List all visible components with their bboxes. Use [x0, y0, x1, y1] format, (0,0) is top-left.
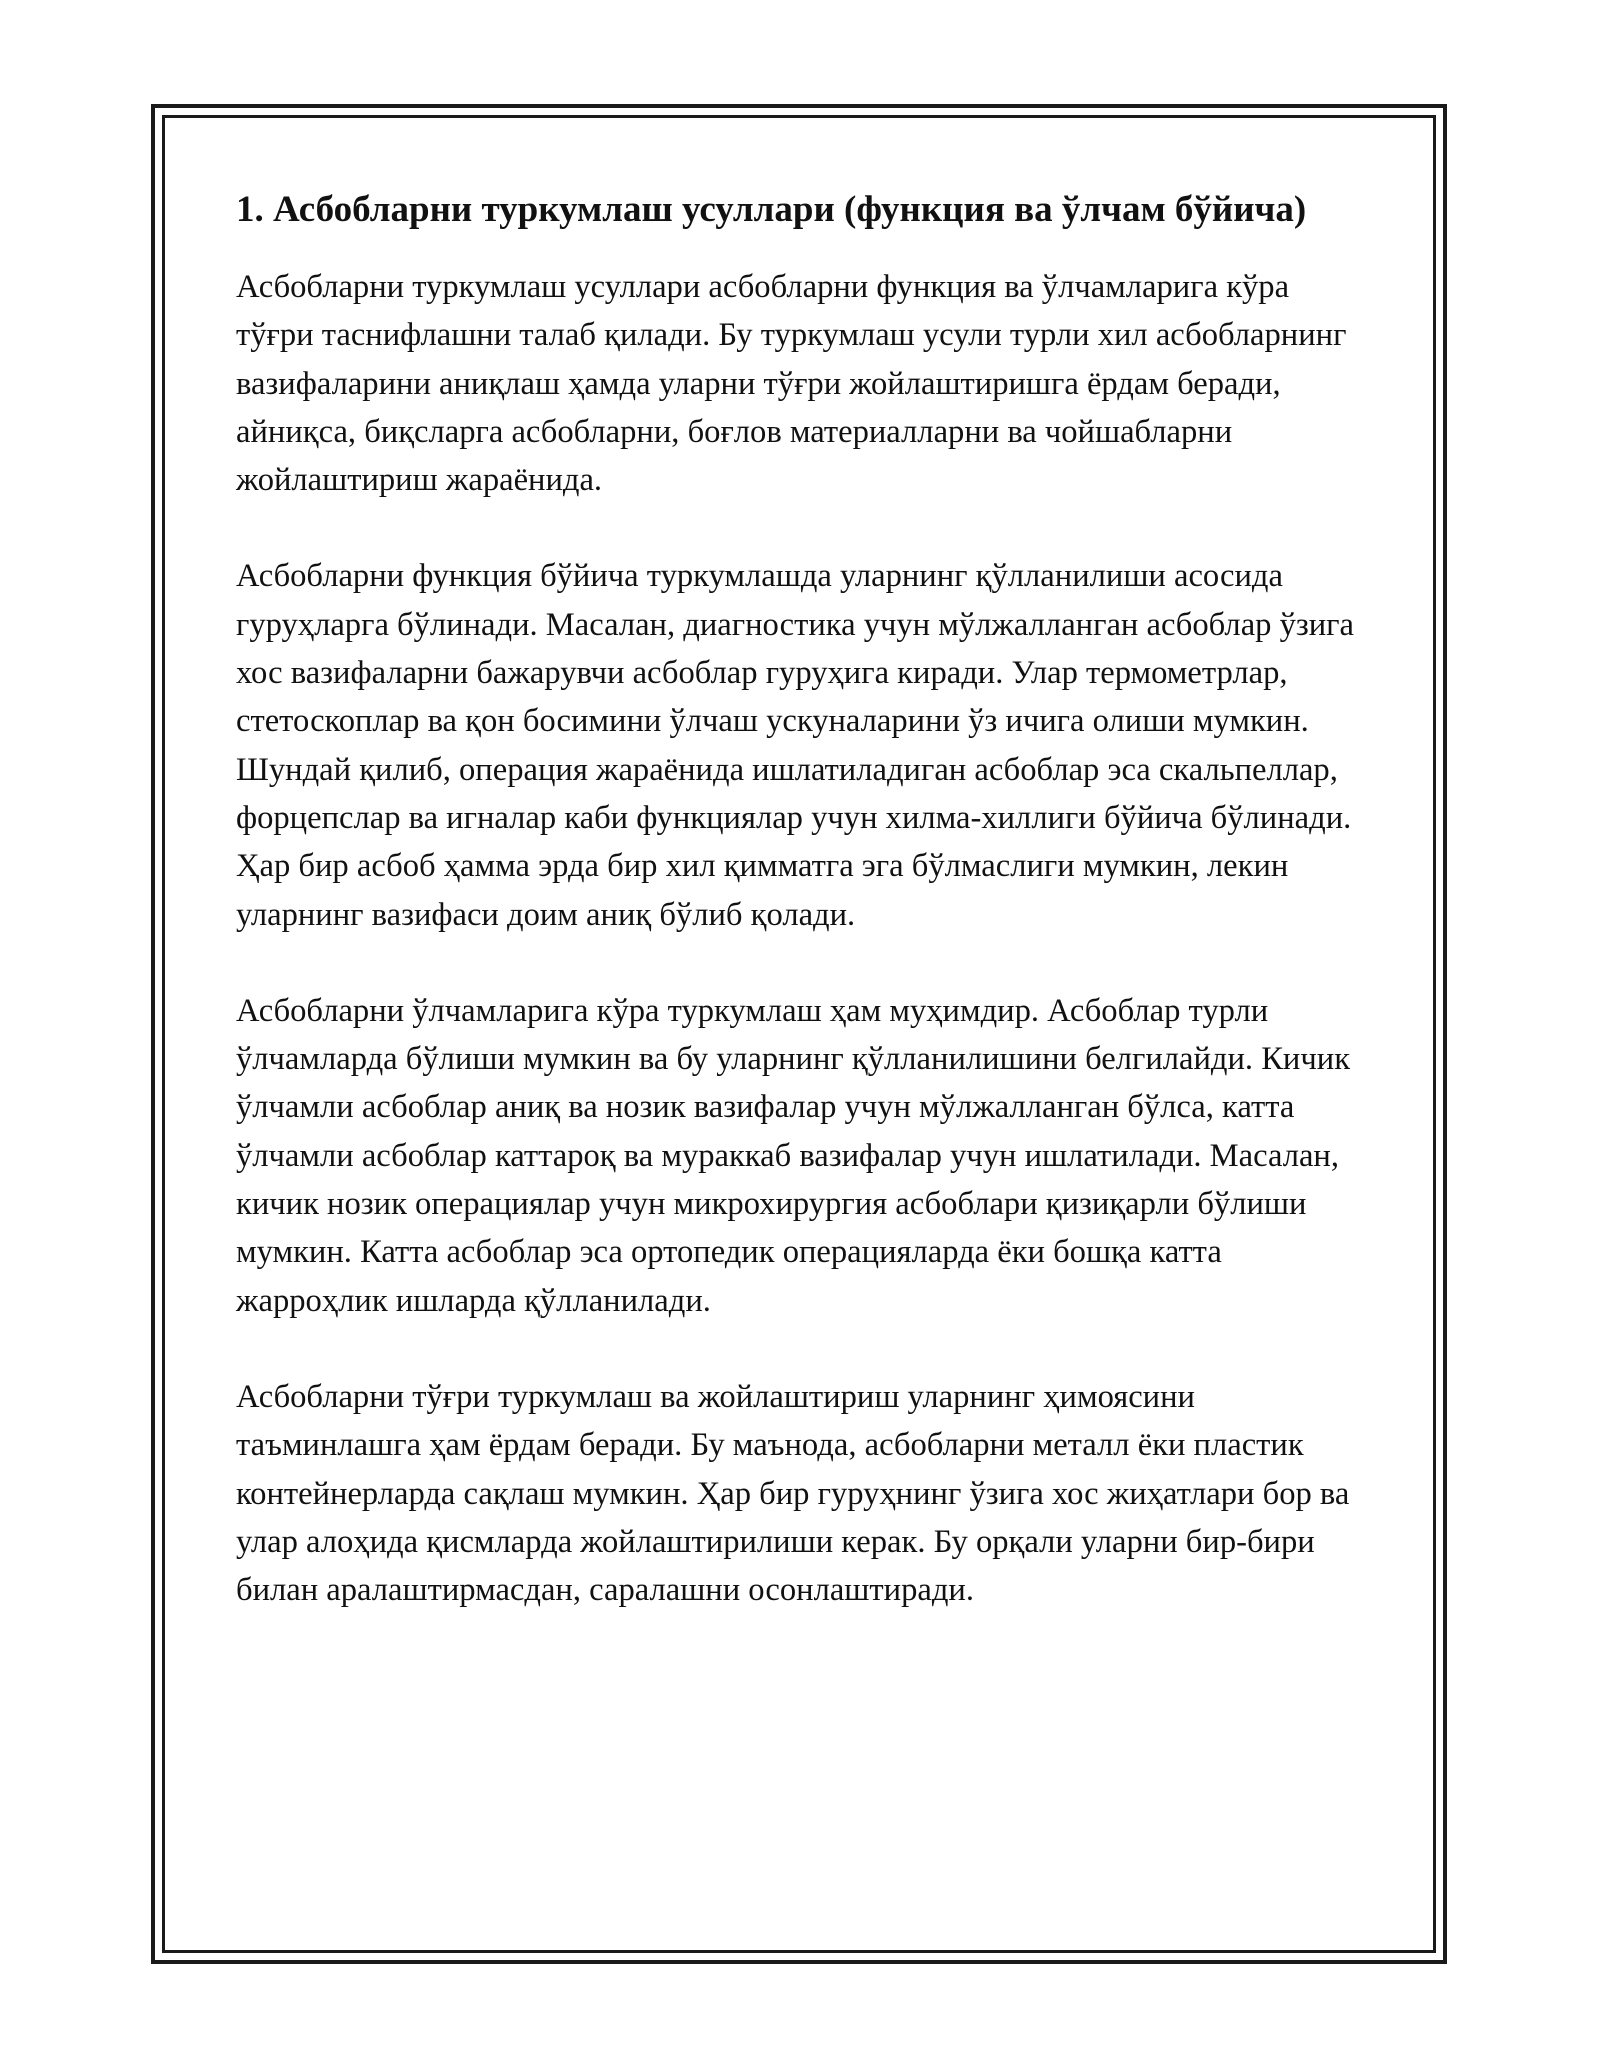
section-heading: 1. Асбобларни туркумлаш усуллари (функция ва ўлчам бўйича) [236, 189, 1307, 230]
document-body [236, 185, 1366, 1662]
paragraph-intro: Асбобларни туркумлаш усуллари асбобларни функция ва ўлчамларига кўра тўғри таснифлашни талаб қилади. Бу туркумлаш усули турли хил асбобларнинг вазифаларини аниқлаш ҳамда уларни тўғри жойлаштиришга ёрдам беради, айниқса, биқсларга асбобларни, боғлов материалларни ва чойшабларни жойлаштириш жараёнида. [236, 269, 1347, 499]
paragraph-storage: Асбобларни тўғри туркумлаш ва жойлаштириш уларнинг ҳимоясини таъминлашга ҳам ёрдам беради. Бу маънода, асбобларни металл ёки пластик контейнерларда сақлаш мумкин. Ҳар бир гуруҳнинг ўзига хос жиҳатлари бор ва улар алоҳида қисмларда жойлаштирилиши керак. Бу орқали уларни бир-бири билан аралаштирмасдан, саралашни осонлаштиради. [236, 1378, 1350, 1609]
paragraph-by-function: Асбобларни функция бўйича туркумлашда уларнинг қўлланилиши асосида гуруҳларга бўлинади. Масалан, диагностика учун мўлжалланган асбоблар ўзига хос вазифаларни бажарувчи асбоблар гуруҳига киради. Улар термометрлар, стетоскоплар ва қон босимини ўлчаш ускуналарини ўз ичига олиши мумкин. Шундай қилиб, операция жараёнида ишлатиладиган асбоблар эса скальпеллар, форцепслар ва игналар каби функциялар учун хилма-хиллиги бўйича бўлинади. Ҳар бир асбоб ҳамма эрда бир хил қимматга эга бўлмаслиги мумкин, лекин уларнинг вазифаси доим аниқ бўлиб қолади. [236, 558, 1354, 933]
paragraph-by-size: Асбобларни ўлчамларига кўра туркумлаш ҳам муҳимдир. Асбоблар турли ўлчамларда бўлиши мумкин ва бу уларнинг қўлланилишини белгилайди. Кичик ўлчамли асбоблар аниқ ва нозик вазифалар учун мўлжалланган бўлса, катта ўлчамли асбоблар каттароқ ва мураккаб вазифалар учун ишлатилади. Масалан, кичик нозик операциялар учун микрохирургия асбоблари қизиқарли бўлиши мумкин. Катта асбоблар эса ортопедик операцияларда ёки бошқа катта жарроҳлик ишларда қўлланилади. [236, 992, 1351, 1319]
